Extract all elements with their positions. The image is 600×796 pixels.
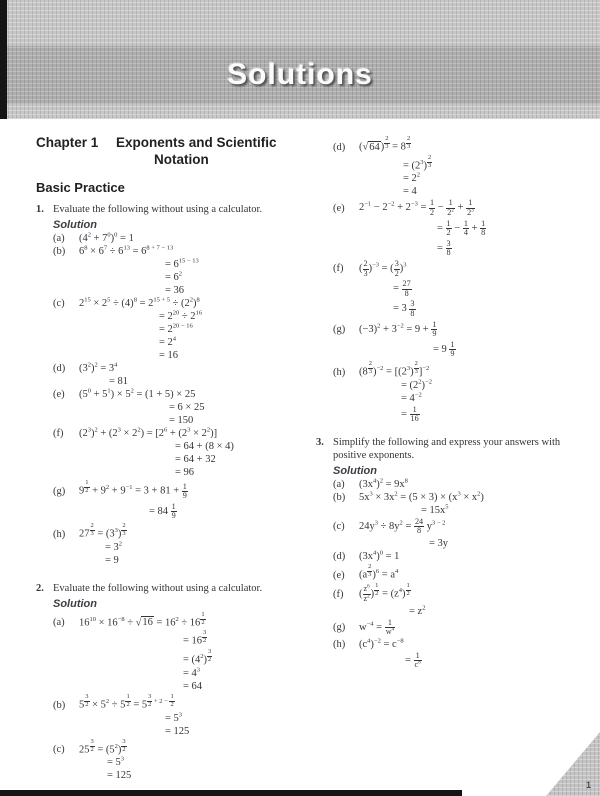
math-expression: = $5^3$ (107, 755, 125, 769)
math-expression: $(4^2 + 7^0)^0 = 1$ (79, 231, 134, 244)
math-expression: = 3y (429, 538, 449, 550)
fraction: 1 2 (85, 479, 89, 494)
solution-line (53, 467, 304, 478)
problem (316, 436, 584, 672)
fraction: $\frac{1}{2}$ (430, 198, 435, 218)
math-expression: = $\frac{1}{c^8}$ (405, 650, 421, 670)
solution-line (333, 240, 584, 258)
part-label: (e) (53, 389, 65, 400)
solution-line (333, 652, 584, 670)
fraction: 2 3 (368, 563, 372, 578)
solution-line (53, 376, 304, 387)
math-expression: = $5^3$ (165, 711, 183, 724)
part-label: (b) (53, 246, 66, 257)
solution-line (53, 739, 304, 756)
fraction: $\frac{1}{c^8}$ (414, 650, 421, 670)
math-expression: 5 $^{\frac{3}{2}}$ × $5^2 \div 5$ $^{\frac{1}{2}}$ = 5 $^{\frac{3}{2} + 2 - \frac{1}{2}}$ (79, 692, 174, 711)
part-label: (g) (333, 323, 346, 335)
math-expression: = 16 $^{\frac{3}{2}}$ (183, 629, 207, 648)
solution-line (53, 757, 304, 768)
math-expression: = 125 (165, 725, 190, 737)
math-expression: = 84 $\frac{1}{9}$ (149, 501, 176, 521)
fraction: $\frac{3}{2}$ (148, 692, 152, 708)
solution-line (333, 538, 584, 549)
part-label: (c) (333, 520, 345, 532)
content-columns (36, 134, 584, 796)
math-expression: = 4 (403, 186, 417, 198)
solution-line (333, 406, 584, 424)
solution-line (53, 770, 304, 781)
math-expression: = $4^3$ (183, 666, 201, 679)
math-expression: $(-3)^2 + 3^{-2} = 9$ + $\frac{1}{9}$ (359, 319, 437, 339)
solution-label: Solution (53, 597, 97, 610)
problem-body (53, 582, 304, 784)
math-expression: = 64 + (8 × 4) (175, 441, 234, 452)
page-title: Solutions (227, 58, 373, 91)
fraction: 1 2 (201, 610, 205, 626)
solution-line (53, 337, 304, 348)
chapter-title-line2: Notation (154, 152, 209, 167)
math-expression: = $\frac{3}{8}$ (437, 238, 451, 258)
solution-line (53, 285, 304, 296)
math-expression: $2^{-1} - 2^{-2} + 2^{-3}$ = $\frac{1}{2}$ − $\frac{1}{2^2}$ + $\frac{1}{2^3}$ (359, 198, 474, 218)
solution-line (53, 272, 304, 283)
part-label: (a) (53, 617, 65, 629)
problem-number: 1. (36, 204, 44, 215)
solution-line (333, 551, 584, 562)
math-expression: = $2^{20} \div 2^{16}$ (159, 309, 203, 322)
math-expression: = 3 $\frac{3}{8}$ (393, 299, 415, 318)
solution-label: Solution (333, 464, 377, 477)
math-expression: = 96 (175, 467, 195, 478)
solution-line (53, 523, 304, 540)
fraction: 2 3 (90, 522, 94, 537)
fraction: 3 2 (203, 629, 207, 645)
solution-line (333, 380, 584, 391)
math-expression: 25 $^{\frac{3}{2}}$ = $(5^2)$ $^{\frac{3}{2}}$ (79, 737, 126, 756)
solution-line (333, 186, 584, 197)
column-right (316, 134, 584, 796)
math-expression: = $(2^3)$ $^{\frac{2}{3}}$ (403, 153, 432, 172)
problem-body (53, 203, 304, 568)
math-expression: = $6^2$ (165, 270, 183, 283)
math-expression: = $3^2$ (105, 540, 123, 553)
part-label: (g) (333, 621, 346, 633)
solution-line (333, 479, 584, 490)
header-banner (0, 0, 600, 119)
solution-line (53, 726, 304, 737)
solution-line (333, 619, 584, 637)
solution-line (333, 199, 584, 217)
fraction: $\frac{27}{8}$ (402, 279, 411, 298)
fraction: 1 2 (375, 581, 379, 597)
chapter-title-line1: Exponents and Scientific (116, 135, 277, 150)
fraction: 3 2 (90, 737, 94, 753)
solution-line (53, 630, 304, 647)
chapter-title (116, 134, 277, 168)
problem (36, 582, 304, 784)
math-expression: = 16 (159, 350, 179, 361)
math-expression: (8 $^{\frac{2}{3}}$ )$^{-2} = [(2^3)$ $^{\frac{2}{3}}$ ]$^{-2}$ (359, 359, 430, 378)
column-left (36, 134, 304, 796)
problem-text: Evaluate the following without using a calculator. (53, 582, 263, 594)
fraction: 1 2 (406, 581, 410, 597)
math-expression: $16^{10} \times 16^{-8} \div √16 = 16^2 \div 16$ $^{\frac{1}{2}}$ (79, 610, 205, 629)
solution-line (53, 649, 304, 666)
chapter-label: Chapter 1 (36, 135, 99, 150)
solution-line (53, 480, 304, 501)
math-expression: = 9 (105, 554, 119, 566)
part-label: (b) (53, 699, 66, 711)
part-label: (d) (333, 141, 346, 153)
math-expression: = $2^2$ (403, 171, 421, 185)
solution-line (53, 363, 304, 374)
solution-line (53, 428, 304, 439)
solution-line (53, 402, 304, 413)
solution-line (333, 300, 584, 318)
math-expression: = $\frac{27}{8}$ (393, 279, 411, 298)
math-expression: = 150 (169, 415, 194, 426)
problem-number: 2. (36, 582, 44, 594)
fraction: $\frac{3}{8}$ (410, 299, 415, 318)
solution-line (53, 415, 304, 426)
math-expression: = $\frac{1}{16}$ (401, 404, 419, 424)
part-label: (b) (333, 491, 346, 503)
chapter-heading (36, 134, 304, 168)
fraction: $\frac{1}{9}$ (450, 339, 455, 359)
math-expression: = $2^4$ (159, 335, 177, 348)
fraction: 2 3 (414, 359, 418, 375)
problem-body (333, 436, 584, 672)
solution-line (53, 441, 304, 452)
solution-line (333, 341, 584, 359)
part-label: (c) (53, 744, 65, 756)
solution-line (53, 259, 304, 270)
solution-line (333, 136, 584, 153)
solution-line (333, 518, 584, 536)
solution-line (53, 713, 304, 724)
solution-continuation (333, 136, 584, 424)
problem-number: 3. (316, 436, 324, 448)
math-expression: $(5^0 + 5^1) \times 5^2 = (1 + 5) \times 25$ (79, 387, 196, 400)
solution-line (53, 298, 304, 309)
math-expression: $w^{-4}$ = $\frac{1}{w^4}$ (359, 617, 395, 637)
math-expression: $(2^3)^2 + (2^3 \times 2^2) = [2^6 + (2^3 \times 2^2)]$ (79, 426, 218, 439)
fraction: $\frac{3}{2}$ (394, 259, 399, 278)
bottom-edge-strip (0, 790, 462, 796)
solution-line (53, 681, 304, 692)
part-label: (f) (333, 263, 344, 275)
fraction: $\frac{1}{2^3}$ (467, 198, 474, 218)
solution-line (53, 612, 304, 629)
fraction: 2 3 (368, 359, 372, 375)
fraction: $\frac{1}{16}$ (410, 404, 419, 424)
solution-line (53, 246, 304, 257)
part-label: (f) (333, 588, 344, 600)
header-title-band (0, 46, 600, 104)
math-expression: $24y^3 \div 8y^2$ = $\frac{24}{8}$ $y^{3 - 2}$ (359, 516, 446, 536)
solution-line (333, 361, 584, 378)
solution-line (53, 324, 304, 335)
part-label: (g) (53, 485, 66, 497)
math-expression: 9 $^{\frac{1}{2}}$ + $9^2 + 9^{-1} = 3 + 81$ + $\frac{1}{9}$ (79, 479, 187, 501)
solution-line (53, 503, 304, 521)
problem-text: Simplify the following and express your answers with positive exponents. (333, 436, 561, 461)
fraction: $\frac{3}{8}$ (446, 238, 451, 258)
math-expression: = $(4^2)$ $^{\frac{3}{2}}$ (183, 648, 212, 666)
solution-line (333, 280, 584, 298)
fraction: 3 2 (122, 737, 126, 753)
part-label: (a) (53, 233, 65, 244)
solution-line (333, 564, 584, 581)
math-expression: ( $\frac{2}{3}$ )$^{-3}$ = ( $\frac{3}{2}$ )$^3$ (359, 259, 407, 278)
math-expression: 27 $^{\frac{2}{3}}$ = $(3^3)$ $^{\frac{2}{3}}$ (79, 522, 126, 540)
fraction: $\frac{24}{8}$ (414, 516, 424, 536)
part-label: (d) (333, 551, 346, 563)
solution-line (53, 542, 304, 553)
problem (36, 203, 304, 568)
part-label: (c) (53, 298, 65, 309)
problem-text: Evaluate the following without using a calculator. (53, 204, 263, 215)
math-expression: $(3^2)^2 = 3^4$ (79, 361, 118, 374)
solution-line (333, 173, 584, 184)
math-expression: = 125 (107, 770, 132, 782)
fraction: $\frac{1}{9}$ (182, 481, 187, 501)
fraction: 3 2 (85, 692, 89, 708)
fraction: $\frac{1}{2}$ (170, 692, 174, 708)
fraction: $\frac{1}{8}$ (481, 218, 486, 238)
part-label: (h) (333, 638, 346, 650)
math-expression: = 9 $\frac{1}{9}$ (433, 339, 455, 359)
math-expression: (√64) $^{\frac{2}{3}}$ = 8 $^{\frac{2}{3}}$ (359, 135, 411, 153)
math-expression: $2^{15} \times 2^5 \div (4)^8 = 2^{15 + 5} \div (2^2)^8$ (79, 296, 200, 309)
math-expression: $5x^3 \times 3x^2 = (5 \times 3) \times (x^3 \times x^2)$ (359, 490, 484, 503)
math-expression: = 64 (183, 680, 203, 692)
solution-line (53, 389, 304, 400)
fraction: $\frac{1}{2}$ (446, 218, 451, 238)
solution-line (333, 155, 584, 172)
solution-line (53, 668, 304, 679)
math-expression: = $15x^5$ (421, 503, 449, 516)
math-expression: $(3x^4)^0 = 1$ (359, 549, 400, 563)
math-expression: = 81 (109, 376, 129, 387)
solution-line (53, 694, 304, 711)
fraction: $\frac{2}{3}$ (363, 259, 368, 278)
solution-line (333, 505, 584, 516)
fraction: $\frac{1}{9}$ (432, 319, 437, 339)
page-number: 1 (585, 780, 591, 790)
solution-line (333, 393, 584, 404)
math-expression: $6^8 \times 6^7 \div 6^{13} = 6^{8 + 7 - 13}$ (79, 244, 174, 257)
fraction: 2 3 (406, 135, 411, 150)
solution-line (53, 454, 304, 465)
solution-line (53, 555, 304, 566)
solution-line (333, 260, 584, 278)
part-label: (a) (333, 478, 345, 490)
solution-line (333, 220, 584, 238)
math-expression: ( $\frac{z^6}{z^2}$ ) $^{\frac{1}{2}}$ = $(z^4)$ $^{\frac{1}{2}}$ (359, 581, 410, 604)
math-expression: = $z^2$ (409, 604, 426, 617)
fraction: 2 3 (385, 135, 389, 150)
part-label: (e) (333, 569, 345, 581)
solution-line (333, 492, 584, 503)
solution-line (333, 583, 584, 604)
math-expression: $(3x^4)^2 = 9x^8$ (359, 477, 408, 490)
math-expression: = $4^{-2}$ (401, 391, 422, 404)
solution-line (53, 311, 304, 322)
math-expression: = 6 × 25 (169, 402, 205, 413)
fraction: $\frac{1}{w^4}$ (385, 617, 395, 637)
fraction: $\frac{z^6}{z^2}$ (363, 583, 370, 604)
solution-line (333, 639, 584, 650)
section-heading: Basic Practice (36, 180, 125, 195)
part-label: (h) (333, 366, 346, 378)
fraction: 2 3 (428, 153, 432, 169)
fraction: 1 2 (126, 692, 130, 708)
part-label: (h) (53, 528, 66, 540)
fraction: $\frac{1}{9}$ (171, 501, 176, 521)
solution-line (333, 606, 584, 617)
math-expression: (a $^{\frac{2}{3}}$ )$^6 = a^4$ (359, 563, 399, 581)
fraction: 2 3 (122, 522, 126, 537)
math-expression: = $2^{20 - 16}$ (159, 322, 193, 335)
part-label: (e) (333, 202, 345, 214)
solution-line (333, 321, 584, 339)
solution-line (53, 350, 304, 361)
math-expression: = 36 (165, 285, 185, 296)
fraction: $\frac{1}{2^2}$ (447, 198, 454, 218)
solution-label: Solution (53, 219, 97, 231)
left-edge-strip (0, 0, 7, 119)
math-expression: = 64 + 32 (175, 454, 216, 465)
fraction: $\frac{1}{4}$ (463, 218, 468, 238)
solution-line (53, 233, 304, 244)
math-expression: = $(2^2)^{-2}$ (401, 378, 432, 391)
fraction: 3 2 (208, 648, 212, 664)
math-expression: = $\frac{1}{2}$ − $\frac{1}{4}$ + $\frac{1}{8}$ (437, 218, 486, 238)
part-label: (f) (53, 428, 64, 439)
part-label: (d) (53, 363, 66, 374)
math-expression: $(c^4)^{-2} = c^{-8}$ (359, 637, 404, 650)
math-expression: = $6^{15 - 13}$ (165, 257, 199, 270)
